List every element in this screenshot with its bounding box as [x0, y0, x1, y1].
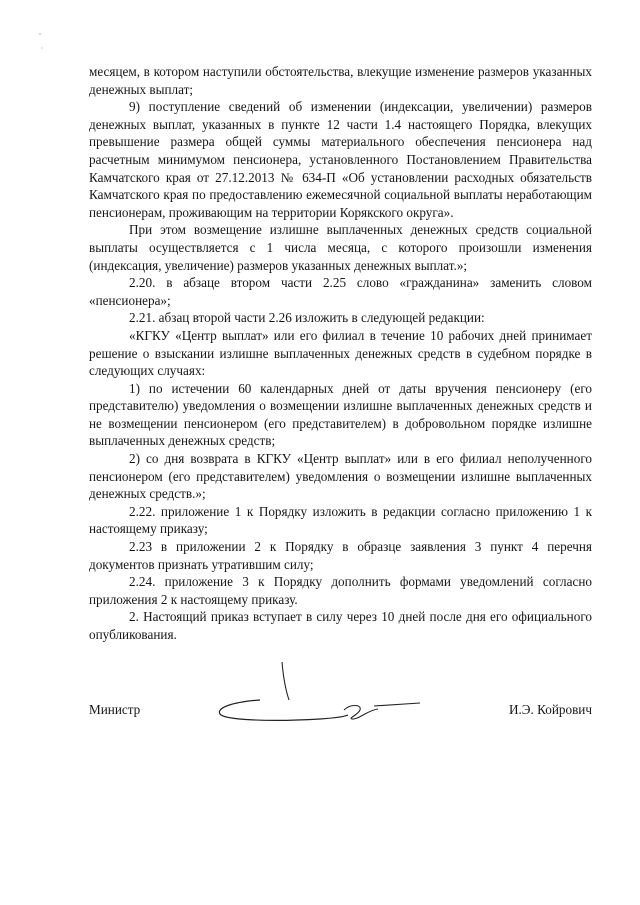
paragraph: «КГКУ «Центр выплат» или его филиал в течение 10 рабочих дней принимает решение о взыскании излишне выплаченных денежных средств в судебном порядке в следующих случаях:: [89, 327, 592, 379]
signatory-position: Министр: [89, 702, 141, 717]
paragraph: месяцем, в котором наступили обстоятельства, влекущие изменение размеров указанных денежных выплат;: [89, 64, 592, 97]
paragraph: 2.21. абзац второй части 2.26 изложить в следующей редакции:: [129, 310, 485, 326]
paragraph: 2. Настоящий приказ вступает в силу через 10 дней после дня его официального опубликования.: [89, 609, 592, 642]
paragraph: 9) поступление сведений об изменении (индексации, увеличении) размеров денежных выплат, указанных в пункте 12 части 1.4 настоящего Порядка, влекущих превышение размера общей суммы материального обеспечения пенсионера над расчетным минимумом пенсионера, установленного Постановлением Правительства Камчатского края от 27.12.2013 № 634-П «Об установлении расходных обязательств Камчатского края по предоставлению ежемесячной социальной выплаты неработающим пенсионерам, проживающим на территории Корякского округа».: [89, 99, 592, 220]
paragraph: 1) по истечении 60 календарных дней от даты вручения пенсионеру (его представителю) уведомления о возмещении излишне выплаченных денежных средств и не возмещении пенсионером (его представителем) в добровольном порядке излишне выплаченных денежных средств;: [89, 380, 592, 449]
paragraph: 2.20. в абзаце втором части 2.25 слово «гражданина» заменить словом «пенсионера»;: [89, 275, 592, 308]
paragraph: 2.23 в приложении 2 к Порядку в образце заявления 3 пункт 4 перечня документов признать утратившим силу;: [89, 539, 592, 572]
paragraph: При этом возмещение излишне выплаченных денежных средств социальной выплаты осуществляется с 1 числа месяца, с которого произошли изменения (индексация, увеличение) размеров указанных денежных выплат.»;: [89, 222, 592, 273]
document-body: [89, 63, 592, 644]
signature-block: [89, 702, 592, 722]
paragraph: 2.22. приложение 1 к Порядку изложить в редакции согласно приложению 1 к настоящему приказу;: [89, 503, 592, 537]
signatory-name: И.Э. Койрович: [508, 702, 592, 717]
handwritten-signature-icon: [210, 660, 440, 735]
scan-marks-icon: [30, 28, 60, 58]
paragraph: 2.24. приложение 3 к Порядку дополнить формами уведомлений согласно приложения 2 к настоящему приказу.: [89, 574, 592, 607]
paragraph: 2) со дня возврата в КГКУ «Центр выплат» или в его филиал неполученного пенсионером (его представителем) уведомления о возмещении излишне выплаченных денежных средств.»;: [89, 451, 592, 502]
